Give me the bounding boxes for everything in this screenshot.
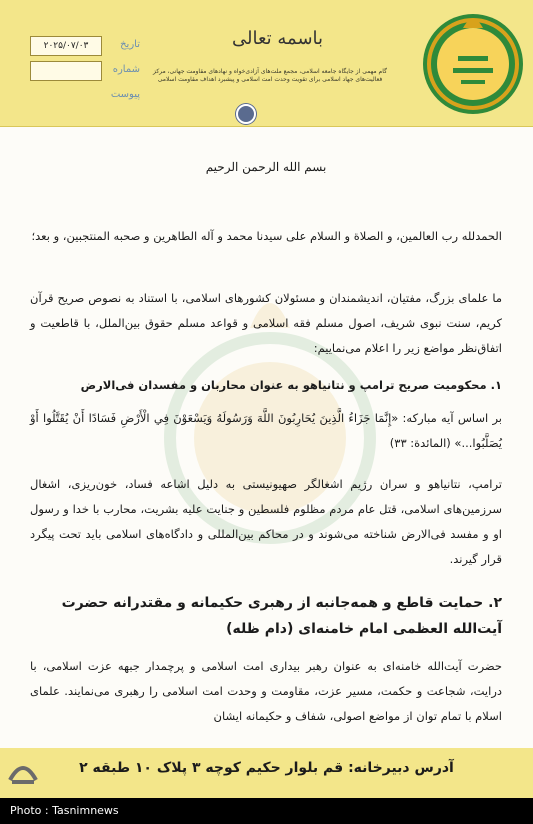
section-1-title: ۱. محکومیت صریح ترامپ و نتانیاهو به عنوان محاربان و مفسدان فی‌الارض bbox=[80, 378, 502, 392]
intro-paragraph: ما علمای بزرگ، مفتیان، اندیشمندان و مسئولان کشورهای اسلامی، با استناد به نصوص صریح قرآن کریم، سنت نبوی شریف، اصول مسلم فقه اسلامی و قواعد مسلم حقوق بین‌الملل، با قاطعیت و اتفاق‌نظر مواضع زیر را اعلام می‌نماییم: bbox=[30, 291, 502, 355]
basmala: بسم الله الرحمن الرحیم bbox=[205, 160, 327, 174]
calligraphy-signature: باسمه تعالی bbox=[232, 28, 324, 49]
photo-credit: Photo : Tasnimnews bbox=[10, 804, 119, 817]
date-row bbox=[30, 36, 140, 58]
secretariat-address: آدرس دبیرخانه: قم بلوار حکیم کوچه ۳ پلاک ۱۰ طبقه ۲ bbox=[79, 760, 454, 776]
letterhead bbox=[0, 0, 533, 127]
seal-stamp bbox=[236, 104, 256, 124]
section-2-body: حضرت آیت‌الله خامنه‌ای به عنوان رهبر بیداری امت اسلامی و پرچمدار جبهه عزت اسلامی، با درایت، شجاعت و حکمت، مسیر عزت، مقاومت و وحدت امت اسلامی را رهبری می‌نمایند. علمای اسلام با تمام توان از مواضع اصولی، شفاف و حکیمانه ایشان bbox=[30, 659, 502, 723]
opening-paragraph: الحمدلله رب العالمین، و الصلاة و السلام علی سیدنا محمد و آله الطاهرین و صحبه المنتجبین، و بعد؛ bbox=[31, 229, 502, 243]
number-value bbox=[30, 61, 102, 81]
section-1-body: ترامپ، نتانیاهو و سران رژیم اشغالگر صهیونیستی به دلیل اشاعه فساد، خون‌ریزی، اشغال سرزمین‌های اسلامی، قتل عام مردم مظلوم فلسطین و جنایت علیه بشریت، محارب با خدا و رسول او و مفسد فی‌الارض شناخته می‌شوند و در محاکم بین‌المللی و دادگاه‌های اسلامی باید تحت پیگرد قرار گیرند. bbox=[30, 477, 502, 566]
date-label: تاریخ bbox=[120, 39, 140, 50]
letterhead-description: گام مهمی از جایگاه جامعه اسلامی، مجمع ملت‌های آزادی‌خواه و نهادهای مقاومت جهانی، مرکز فعالیت‌های جهاد اسلامی برای تقویت وحدت امت اسلامی و پیشبرد اهداف مقاومت اسلامی bbox=[153, 68, 387, 83]
document-meta bbox=[30, 36, 140, 111]
tasnim-logo bbox=[4, 752, 42, 792]
section-2-title: ۲. حمایت قاطع و همه‌جانبه از رهبری حکیمانه و مقتدرانه حضرت آیت‌الله العظمی امام خامنه‌ای (دام ظله) bbox=[61, 595, 502, 637]
photo-credit-bar bbox=[0, 798, 533, 824]
number-label: شماره bbox=[112, 64, 140, 75]
organization-logo bbox=[418, 6, 528, 118]
attachment-row bbox=[30, 86, 140, 108]
attachment-label: پیوست bbox=[110, 89, 140, 100]
section-1-verse: بر اساس آیه مبارکه: «إِنَّمَا جَزَاءُ الَّذِينَ يُحَارِبُونَ اللَّهَ وَرَسُولَهُ وَيَسْعَوْنَ فِي الْأَرْضِ فَسَادًا أَنْ يُقَتَّلُوا أَوْ يُصَلَّبُوا...» (المائدة: ۳۳) bbox=[30, 411, 502, 450]
number-row bbox=[30, 61, 140, 83]
date-value: ۲۰۲۵/۰۷/۰۳ bbox=[30, 36, 102, 56]
footer-bar bbox=[0, 748, 533, 798]
